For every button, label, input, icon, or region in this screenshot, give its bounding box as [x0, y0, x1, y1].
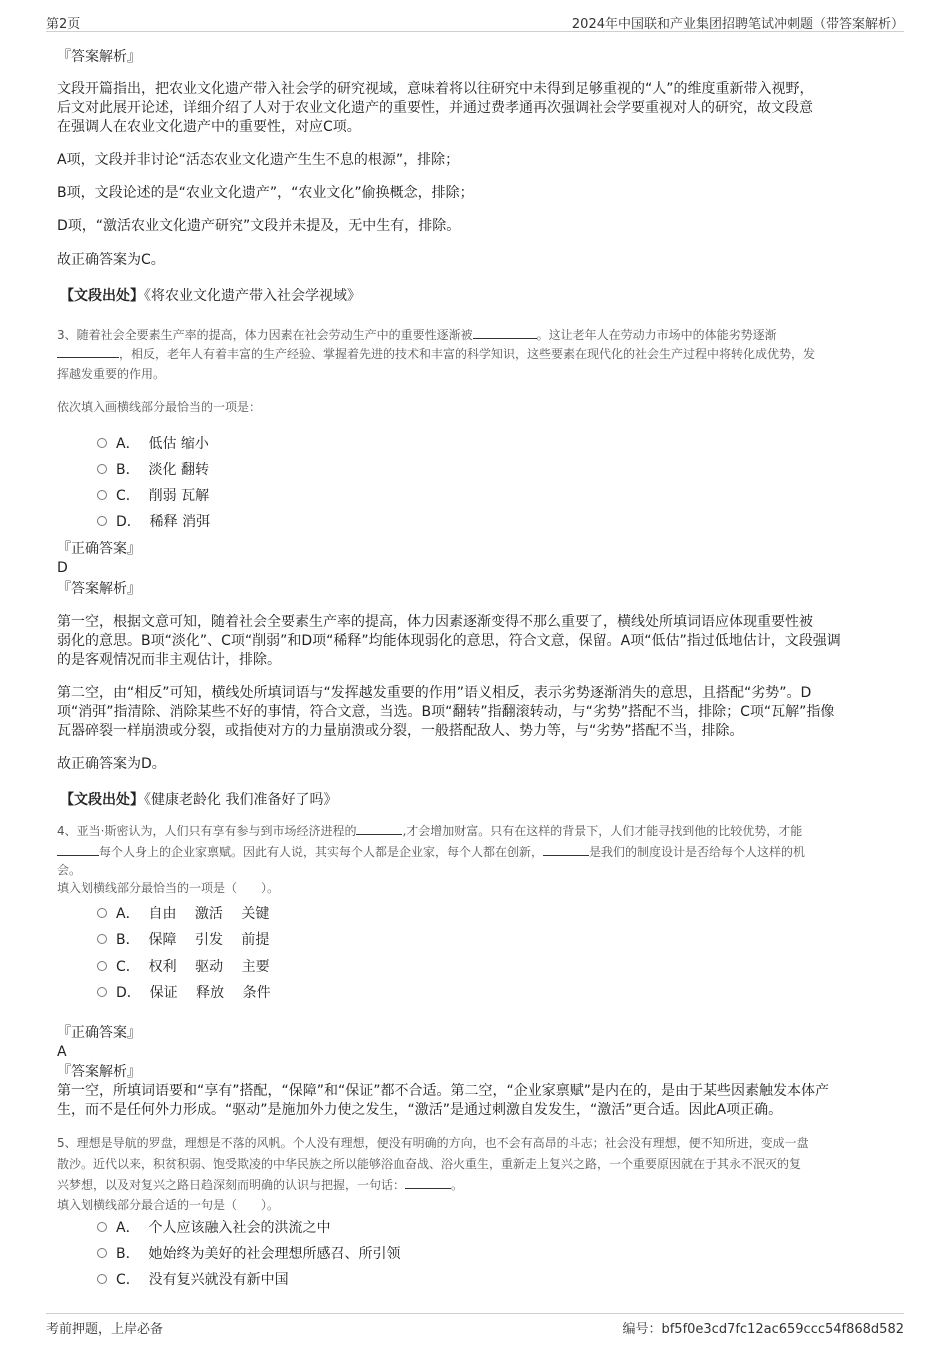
q4-option-d[interactable]: D． 保证 释放 条件: [97, 984, 271, 1002]
radio-icon[interactable]: [97, 490, 107, 500]
source-label: 【文段出处】: [60, 288, 144, 304]
fill-blank: [57, 843, 99, 856]
document-title: 2024年中国联和产业集团招聘笔试冲刺题（带答案解析）: [571, 17, 904, 32]
radio-icon[interactable]: [97, 934, 107, 944]
fill-blank: [405, 1176, 451, 1189]
q4-analysis-line: 生，而不是任何外力形成。“驱动”是施加外力使之发生，“激活”是通过刺激自发发生，“激活”更合适。因此A项正确。: [57, 1102, 783, 1118]
source-title: 《健康老龄化 我们准备好了吗》: [144, 792, 338, 808]
fill-blank: [473, 326, 537, 339]
q3-prompt: 依次填入画横线部分最恰当的一项是：: [57, 400, 262, 414]
fill-blank: [356, 822, 402, 835]
q2-analysis-line: 在强调人在农业文化遗产中的重要性，对应C项。: [57, 119, 361, 135]
page-header: [46, 9, 904, 32]
q2-source: [60, 285, 361, 305]
q3-stem-line: 挥越发重要的作用。: [57, 367, 166, 381]
q3-stem-line: ，相反，老年人有着丰富的生产经验、掌握着先进的技术和丰富的科学知识，这些要素在现代化的社会生产过程中将转化成优势，发: [57, 344, 895, 365]
q2-analysis-label: 『答案解析』: [57, 49, 141, 65]
q3-correct-label: 『正确答案』: [57, 541, 141, 557]
q3-analysis-line: 第二空，由“相反”可知，横线处所填词语与“发挥越发重要的作用”语义相反，表示劣势逐渐消失的意思，且搭配“劣势”。D: [57, 685, 812, 701]
q3-analysis-line: 瓦器碎裂一样崩溃或分裂，或指使对方的力量崩溃或分裂，一般搭配敌人、势力等，与“劣势”搭配不当，排除。: [57, 723, 744, 739]
radio-icon[interactable]: [97, 464, 107, 474]
radio-icon[interactable]: [97, 1274, 107, 1284]
q2-conclusion: 故正确答案为C。: [57, 252, 165, 268]
q3-option-b[interactable]: B． 淡化 翻转: [97, 461, 209, 479]
q3-analysis-label: 『答案解析』: [57, 581, 141, 597]
fill-blank: [57, 345, 119, 358]
q5-stem-line: 兴梦想，以及对复兴之路日趋深刻而明确的认识与把握，一句话： 。: [57, 1178, 464, 1192]
q2-option-a-note: A项，文段并非讨论“活态农业文化遗产生生不息的根源”，排除；: [57, 152, 460, 168]
q4-option-b[interactable]: B． 保障 引发 前提: [97, 931, 269, 949]
q5-option-b[interactable]: B． 她始终为美好的社会理想所感召、所引领: [97, 1245, 401, 1263]
q4-prompt: 填入划横线部分最恰当的一项是（ ）。: [57, 881, 280, 895]
source-label: 【文段出处】: [60, 792, 144, 808]
q4-stem-line: 4、亚当·斯密认为，人们只有享有参与到市场经济进程的 ,才会增加财富。只有在这样的背景下，人们才能寻找到他的比较优势，才能: [57, 824, 803, 838]
q5-stem-line: 散沙。近代以来，积贫积弱、饱受欺凌的中华民族之所以能够浴血奋战、浴火重生，重新走上复兴之路，一个重要原因就在于其永不泯灭的复: [57, 1157, 802, 1171]
q4-correct-label: 『正确答案』: [57, 1025, 141, 1041]
q3-option-c[interactable]: C． 削弱 瓦解: [97, 487, 209, 505]
source-title: 《将农业文化遗产带入社会学视域》: [144, 288, 361, 304]
q4-option-a[interactable]: A． 自由 激活 关键: [97, 905, 269, 923]
q2-analysis-line: 后文对此展开论述，详细介绍了人对于农业文化遗产的重要性，并通过费孝通再次强调社会学要重视对人的研究，故文段意: [57, 100, 813, 116]
radio-icon[interactable]: [97, 961, 107, 971]
q3-analysis-line: 弱化的意思。B项“淡化”、C项“削弱”和D项“稀释”均能体现弱化的意思，符合文意，保留。A项“低估”指过低地估计，文段强调: [57, 633, 841, 649]
q4-analysis-line: 第一空，所填词语要和“享有”搭配，“保障”和“保证”都不合适。第二空，“企业家禀赋”是内在的，是由于某些因素触发本体产: [57, 1083, 830, 1099]
q5-stem-line: 5、理想是导航的罗盘，理想是不落的风帆。个人没有理想，便没有明确的方向，也不会有高昂的斗志；社会没有理想，便不知所进，变成一盘: [57, 1136, 809, 1150]
q3-conclusion: 故正确答案为D。: [57, 756, 166, 772]
page-number: 第2页: [46, 17, 81, 32]
q3-option-d[interactable]: D． 稀释 消弭: [97, 513, 210, 531]
fill-blank: [543, 843, 589, 856]
radio-icon[interactable]: [97, 987, 107, 997]
q4-correct-answer: A: [57, 1044, 67, 1060]
radio-icon[interactable]: [97, 1248, 107, 1258]
page-footer: [46, 1313, 904, 1338]
q3-analysis-line: 项“消弭”指清除、消除某些不好的事情，符合文意，当选。B项“翻转”指翻滚转动，与“劣势”搭配不当，排除；C项“瓦解”指像: [57, 704, 835, 720]
radio-icon[interactable]: [97, 516, 107, 526]
q4-analysis-label: 『答案解析』: [57, 1064, 141, 1080]
radio-icon[interactable]: [97, 908, 107, 918]
q4-stem-line: 会。: [57, 863, 82, 877]
footer-slogan: 考前押题，上岸必备: [46, 1322, 164, 1337]
q3-option-a[interactable]: A． 低估 缩小: [97, 435, 209, 453]
q3-stem-line: 3、随着社会全要素生产率的提高，体力因素在社会劳动生产中的重要性逐渐被 。这让老年人在劳动力市场中的体能劣势逐渐: [57, 328, 777, 342]
q5-option-c[interactable]: C． 没有复兴就没有新中国: [97, 1271, 289, 1289]
q3-source: [60, 789, 337, 809]
q2-option-d-note: D项，“激活农业文化遗产研究”文段并未提及，无中生有，排除。: [57, 218, 461, 234]
q4-option-c[interactable]: C． 权利 驱动 主要: [97, 958, 270, 976]
radio-icon[interactable]: [97, 438, 107, 448]
q2-option-b-note: B项，文段论述的是“农业文化遗产”，“农业文化”偷换概念，排除；: [57, 185, 474, 201]
q3-analysis-line: 第一空，根据文意可知，随着社会全要素生产率的提高，体力因素逐渐变得不那么重要了，横线处所填词语应体现重要性被: [57, 614, 813, 630]
q5-option-a[interactable]: A． 个人应该融入社会的洪流之中: [97, 1219, 330, 1237]
q3-correct-answer: D: [57, 560, 68, 576]
q5-prompt: 填入划横线部分最合适的一句是（ ）。: [57, 1198, 280, 1212]
q2-analysis-line: 文段开篇指出，把农业文化遗产带入社会学的研究视域，意味着将以往研究中未得到足够重视的“人”的维度重新带入视野，: [57, 81, 814, 97]
q4-stem-line: 每个人身上的企业家禀赋。因此有人说，其实每个人都是企业家，每个人都在创新， 是我们的制度设计是否给每个人这样的机: [57, 843, 895, 861]
document-id: 编号：bf5f0e3cd7fc12ac659ccc54f868d582: [622, 1322, 904, 1337]
radio-icon[interactable]: [97, 1222, 107, 1232]
q3-analysis-line: 的是客观情况而非主观估计，排除。: [57, 652, 281, 668]
